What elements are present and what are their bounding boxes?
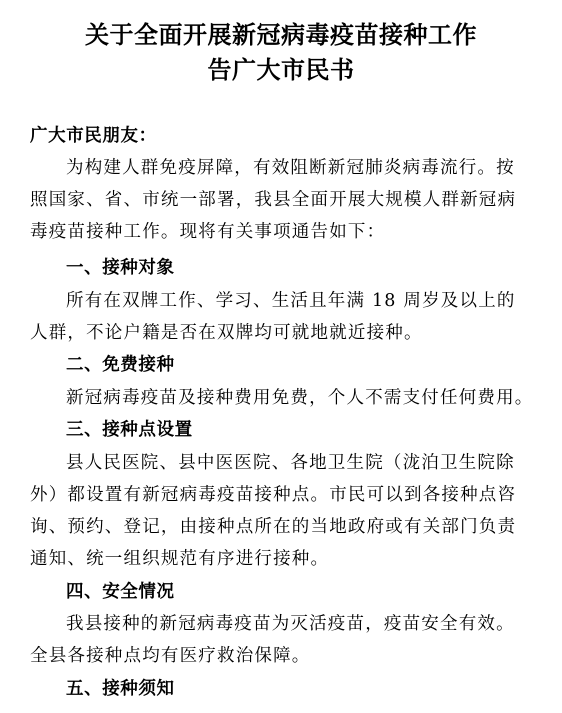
section-line: 外）都设置有新冠病毒疫苗接种点。市民可以到各接种点咨 <box>30 485 517 505</box>
intro-line: 照国家、省、市统一部署，我县全面开展大规模人群新冠病 <box>30 190 517 210</box>
section-heading: 三、接种点设置 <box>66 420 193 440</box>
document-title-line-2: 告广大市民书 <box>207 55 355 84</box>
section-line: 全县各接种点均有医疗救治保障。 <box>30 646 311 666</box>
document-title-line-1: 关于全面开展新冠病毒疫苗接种工作 <box>85 20 477 49</box>
section-line: 我县接种的新冠病毒疫苗为灭活疫苗，疫苗安全有效。 <box>66 614 515 634</box>
section-line: 人群，不论户籍是否在双牌均可就地就近接种。 <box>30 323 423 343</box>
section-heading: 二、免费接种 <box>66 355 175 375</box>
section-line: 新冠病毒疫苗及接种费用免费，个人不需支付任何费用。 <box>66 388 534 408</box>
intro-line: 毒疫苗接种工作。现将有关事项通告如下： <box>30 222 386 242</box>
section-heading: 一、接种对象 <box>66 258 175 278</box>
salutation: 广大市民朋友： <box>30 126 157 146</box>
section-line: 通知、统一组织规范有序进行接种。 <box>30 549 330 569</box>
section-line: 所有在双牌工作、学习、生活且年满 18 周岁及以上的 <box>66 291 516 311</box>
section-line: 县人民医院、县中医医院、各地卫生院（泷泊卫生院除 <box>66 453 515 473</box>
intro-line: 为构建人群免疫屏障，有效阻断新冠肺炎病毒流行。按 <box>66 158 515 178</box>
section-heading: 五、接种须知 <box>66 679 175 699</box>
section-heading: 四、安全情况 <box>66 582 175 602</box>
section-line: 询、预约、登记，由接种点所在的当地政府或有关部门负责 <box>30 517 517 537</box>
